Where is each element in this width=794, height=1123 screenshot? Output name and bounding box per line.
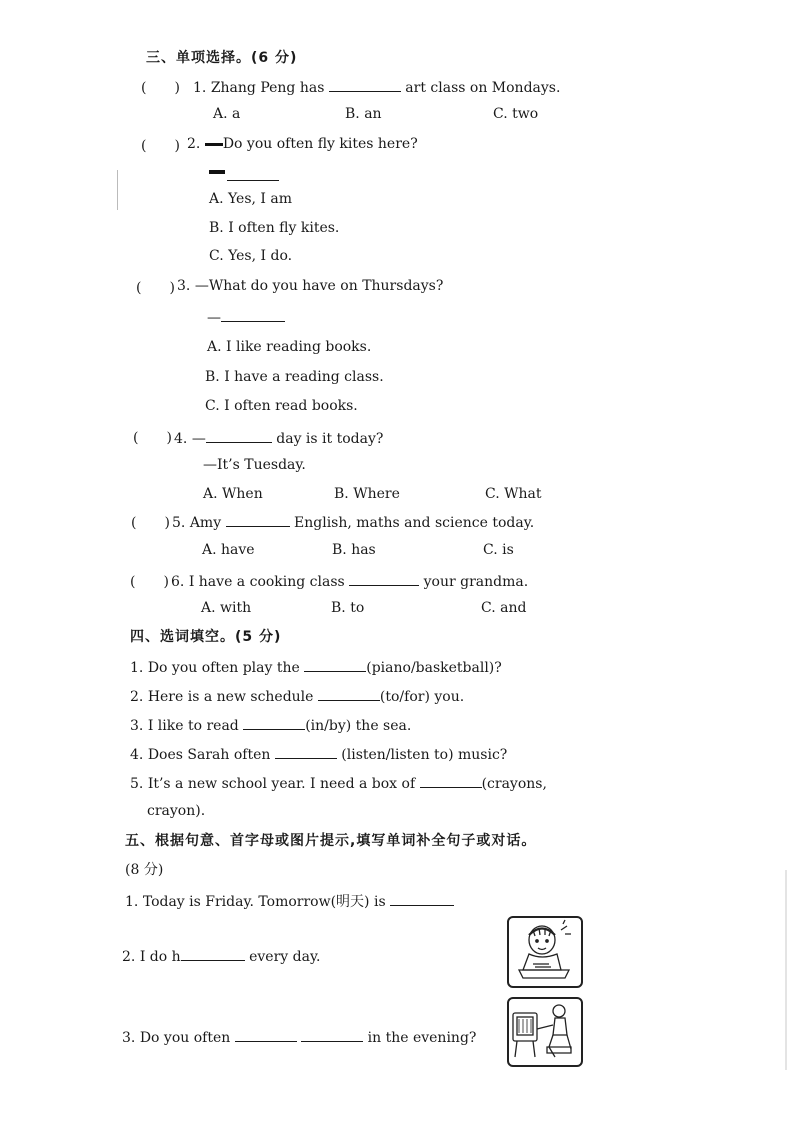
item-number: 3. — [122, 1030, 136, 1046]
answer-blank[interactable] — [227, 180, 279, 181]
question-number: 6. — [171, 574, 185, 590]
dialog-dash — [205, 143, 223, 146]
option-a: A. Yes, I am — [209, 191, 293, 207]
boy-writing-icon — [509, 918, 581, 986]
option-b: B. I have a reading class. — [205, 369, 384, 385]
item-text: Do you often play the — [147, 660, 300, 676]
option-c: C. two — [493, 106, 539, 122]
dialog-dash: — — [191, 431, 206, 447]
complete-item-1 — [125, 891, 454, 911]
option-a: A. I like reading books. — [207, 339, 372, 355]
section3-title: 三、单项选择。(6 分) — [146, 50, 298, 66]
question-2 — [187, 135, 418, 153]
question-text: Amy — [189, 515, 222, 531]
item-number: 5. — [130, 776, 144, 792]
question-6 — [171, 571, 528, 591]
item-text: It’s a new school year. I need a box of — [147, 776, 416, 792]
answer-paren-q3[interactable]: ( ) — [136, 280, 175, 296]
option-c: C. is — [483, 542, 514, 558]
question-number: 4. — [174, 431, 188, 447]
item-text: I do h — [139, 949, 181, 965]
item-text: every day. — [249, 949, 321, 965]
dialog-dash — [209, 170, 225, 174]
item-text: Here is a new schedule — [147, 689, 314, 705]
item-number: 4. — [130, 747, 144, 763]
item-text: (crayons, — [481, 776, 547, 792]
reply-text: —It’s Tuesday. — [203, 457, 306, 473]
question-5 — [172, 512, 534, 532]
answer-paren-q1[interactable]: ( ) — [141, 80, 180, 96]
question-text: Do you often fly kites here? — [222, 136, 418, 152]
answer-blank[interactable] — [235, 1027, 297, 1042]
question-text: day is it today? — [276, 431, 384, 447]
answer-blank[interactable] — [221, 307, 285, 322]
answer-blank[interactable] — [349, 571, 419, 586]
question-number: 2. — [187, 136, 201, 152]
answer-line — [207, 307, 285, 327]
option-b: B. Where — [334, 486, 400, 502]
question-text: I have a cooking class — [188, 574, 345, 590]
answer-paren-q5[interactable]: ( ) — [131, 515, 170, 531]
complete-item-2 — [122, 946, 320, 966]
item-text: (piano/basketball)? — [366, 660, 502, 676]
question-4 — [174, 428, 383, 448]
option-a: A. When — [203, 486, 263, 502]
fill-item-1 — [130, 657, 502, 677]
item-text: (in/by) the sea. — [305, 718, 412, 734]
complete-item-3 — [122, 1027, 476, 1047]
answer-paren-q2[interactable]: ( ) — [141, 138, 180, 154]
option-b: B. to — [331, 600, 365, 616]
answer-blank[interactable] — [420, 773, 482, 788]
fill-item-2 — [130, 686, 464, 706]
item-number: 2. — [130, 689, 144, 705]
option-c: C. What — [485, 486, 542, 502]
item-number: 1. — [125, 894, 139, 910]
section5-score: (8 分) — [125, 862, 164, 878]
answer-blank[interactable] — [226, 512, 290, 527]
option-a: A. have — [202, 542, 255, 558]
option-b: B. an — [345, 106, 382, 122]
answer-blank[interactable] — [275, 744, 337, 759]
fill-item-5 — [130, 773, 547, 793]
fill-item-3 — [130, 715, 411, 735]
question-1 — [193, 77, 560, 97]
answer-blank[interactable] — [301, 1027, 363, 1042]
dialog-dash: — — [207, 310, 221, 326]
answer-blank[interactable] — [206, 428, 272, 443]
section5-title: 五、根据句意、首字母或图片提示,填写单词补全句子或对话。 — [125, 833, 537, 849]
item-text: (listen/listen to) music? — [341, 747, 508, 763]
answer-blank[interactable] — [181, 946, 245, 961]
item-number: 2. — [122, 949, 136, 965]
question-number: 1. — [193, 80, 207, 96]
answer-blank[interactable] — [329, 77, 401, 92]
fill-item-5-continued: crayon). — [147, 803, 206, 819]
question-number: 5. — [172, 515, 186, 531]
item-number: 1. — [130, 660, 144, 676]
scan-artifact-line — [785, 870, 787, 1070]
option-c: C. I often read books. — [205, 398, 358, 414]
option-c: C. Yes, I do. — [209, 248, 293, 264]
question-text: English, maths and science today. — [294, 515, 535, 531]
fill-item-4 — [130, 744, 507, 764]
item-text: Do you often — [139, 1030, 231, 1046]
item-text: in the evening? — [367, 1030, 477, 1046]
watch-tv-picture — [507, 997, 583, 1067]
answer-blank[interactable] — [243, 715, 305, 730]
question-text: —What do you have on Thursdays? — [194, 278, 444, 294]
item-text: (to/for) you. — [379, 689, 465, 705]
answer-blank[interactable] — [318, 686, 380, 701]
question-text: art class on Mondays. — [405, 80, 561, 96]
option-b: B. I often fly kites. — [209, 220, 340, 236]
question-number: 3. — [177, 278, 191, 294]
section4-title: 四、选词填空。(5 分) — [130, 629, 282, 645]
item-text: Today is Friday. Tomorrow(明天) is — [142, 894, 386, 910]
item-number: 3. — [130, 718, 144, 734]
answer-blank[interactable] — [390, 891, 454, 906]
homework-picture — [507, 916, 583, 988]
question-3 — [177, 277, 443, 295]
person-watching-tv-icon — [509, 999, 581, 1065]
answer-paren-q4[interactable]: ( ) — [133, 430, 172, 446]
answer-paren-q6[interactable]: ( ) — [130, 574, 169, 590]
option-b: B. has — [332, 542, 376, 558]
question-text: your grandma. — [423, 574, 529, 590]
item-text: Does Sarah often — [147, 747, 271, 763]
option-c: C. and — [481, 600, 527, 616]
option-a: A. a — [213, 106, 241, 122]
option-a: A. with — [201, 600, 252, 616]
item-text: I like to read — [147, 718, 239, 734]
question-text: Zhang Peng has — [210, 80, 325, 96]
scan-artifact-line — [117, 170, 118, 210]
answer-blank[interactable] — [304, 657, 366, 672]
